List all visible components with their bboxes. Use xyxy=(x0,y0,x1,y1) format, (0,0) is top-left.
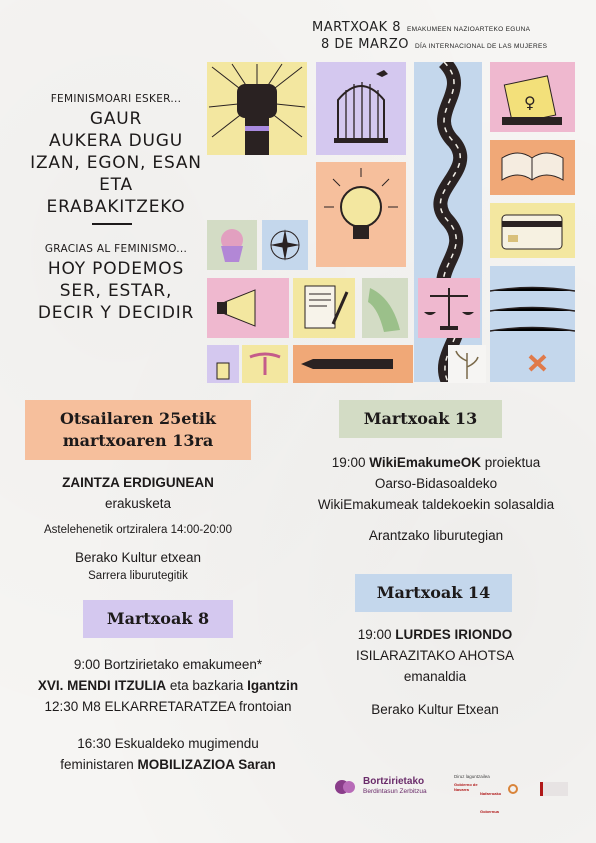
event-1-type: erakusketa xyxy=(104,496,172,511)
event-3-details xyxy=(286,452,586,546)
equality-service-logo xyxy=(333,775,427,799)
event-4-line-4: Berako Kultur Etxean xyxy=(371,702,499,717)
event-1-place: Berako Kultur etxean xyxy=(74,550,202,565)
slogan-basque-line: GAUR xyxy=(89,109,143,129)
fountain-pen-icon xyxy=(293,345,413,383)
slogan-spanish-intro: GRACIAS AL FEMINISMO... xyxy=(44,243,188,255)
event-1-entry: Sarrera liburutegitik xyxy=(88,570,188,582)
event-2-line-3: 12:30 M8 ELKARRETARATZEA frontoian xyxy=(44,699,292,714)
sponsor-name-2: Nafarroako Gobernua xyxy=(480,791,502,814)
event-2-line-1: 9:00 Bortzirietako emakumeen* xyxy=(73,657,263,672)
event-2-date-label: Martxoak 8 xyxy=(83,600,233,638)
header-day-es: DÍA INTERNACIONAL DE LAS MUJERES xyxy=(415,43,548,50)
event-1-details xyxy=(0,472,276,584)
poster-header xyxy=(312,20,572,54)
leg-icon xyxy=(362,278,408,338)
org-name-2: Berdintasun Zerbitzua xyxy=(363,788,427,795)
event-2-line-2: XVI. MENDI ITZULIA eta bazkaria Igantzin xyxy=(37,678,299,693)
event-1-date-to: martxoaren 13ra xyxy=(62,431,214,450)
justice-scales-icon xyxy=(418,278,480,338)
event-3-date-label: Martxoak 13 xyxy=(339,400,502,438)
event-2-details xyxy=(0,654,336,775)
slogan-spanish xyxy=(28,243,204,324)
header-day-eu: EMAKUMEEN NAZIOARTEKO EGUNA xyxy=(407,26,531,33)
header-date-eu: MARTXOAK 8 xyxy=(312,20,402,35)
sponsor-caption: Diruz laguntzailea xyxy=(454,774,490,779)
slogan-basque-intro: FEMINISMOARI ESKER... xyxy=(50,93,182,105)
event-4-line-1: 19:00 LURDES IRIONDO xyxy=(357,627,513,642)
header-date-es: 8 DE MARZO xyxy=(321,37,410,52)
sponsor-gobierno-logo xyxy=(454,782,478,798)
raised-fist-icon xyxy=(207,62,307,155)
barbed-wire-icon xyxy=(490,266,575,382)
event-4-line-2: ISILARAZITAKO AHOTSA xyxy=(355,648,515,663)
event-1-date-from: Otsailaren 25etik xyxy=(59,409,217,428)
slogan-basque-line: AUKERA DUGU xyxy=(48,131,184,151)
toothbrush-icon xyxy=(207,345,239,383)
compass-icon xyxy=(262,220,308,270)
event-1-hours: Astelehenetik ortziralera 14:00-20:00 xyxy=(44,524,232,536)
event-4-line-3: emanaldia xyxy=(403,669,467,684)
slogan-spanish-line: DECIR Y DECIDIR xyxy=(37,303,195,323)
sponsor-name-1: Gobierno de Navarra xyxy=(454,782,478,792)
event-3-line-3: WikiEmakumeak taldekoekin solasaldia xyxy=(317,497,555,512)
sponsor-circle-logo xyxy=(508,784,518,794)
uterus-icon xyxy=(242,345,288,383)
event-3-line-4: Arantzako liburutegian xyxy=(368,528,504,543)
slogan-spanish-line: SER, ESTAR, xyxy=(59,281,173,301)
plant-icon xyxy=(448,345,486,383)
event-1-date-label xyxy=(25,400,251,460)
event-3-line-2: Oarso-Bidasoaldeko xyxy=(374,476,498,491)
ballot-box-icon xyxy=(490,62,575,132)
org-name-1: Bortzirietako xyxy=(363,776,425,787)
equality-service-logo-icon xyxy=(333,775,357,799)
document-signing-icon xyxy=(293,278,355,338)
slogan-divider xyxy=(92,223,132,225)
event-2-line-5: feministaren MOBILIZAZIOA Saran xyxy=(60,757,276,772)
event-4-details xyxy=(300,624,570,720)
sponsor-nafarroa-logo xyxy=(480,782,504,814)
birdcage-icon xyxy=(316,62,406,155)
slogan-basque-line: ETA ERABAKITZEKO xyxy=(46,175,186,217)
event-3-line-1: 19:00 WikiEmakumeOK proiektua xyxy=(331,455,541,470)
slogan-basque xyxy=(28,93,204,218)
credit-card-icon xyxy=(490,203,575,258)
cupcake-icon xyxy=(207,220,257,270)
event-1-name: ZAINTZA ERDIGUNEAN xyxy=(62,475,214,490)
event-2-line-4: 16:30 Eskualdeko mugimendu xyxy=(77,736,259,751)
megaphone-icon xyxy=(207,278,289,338)
slogan-spanish-line: HOY PODEMOS xyxy=(47,259,185,279)
lightbulb-icon xyxy=(316,162,406,267)
event-4-date-label: Martxoak 14 xyxy=(355,574,512,612)
open-book-icon xyxy=(490,140,575,195)
sponsor-council-logo xyxy=(540,782,568,796)
svg-text:♀: ♀ xyxy=(524,93,536,112)
slogan-basque-line: IZAN, EGON, ESAN xyxy=(30,153,202,173)
